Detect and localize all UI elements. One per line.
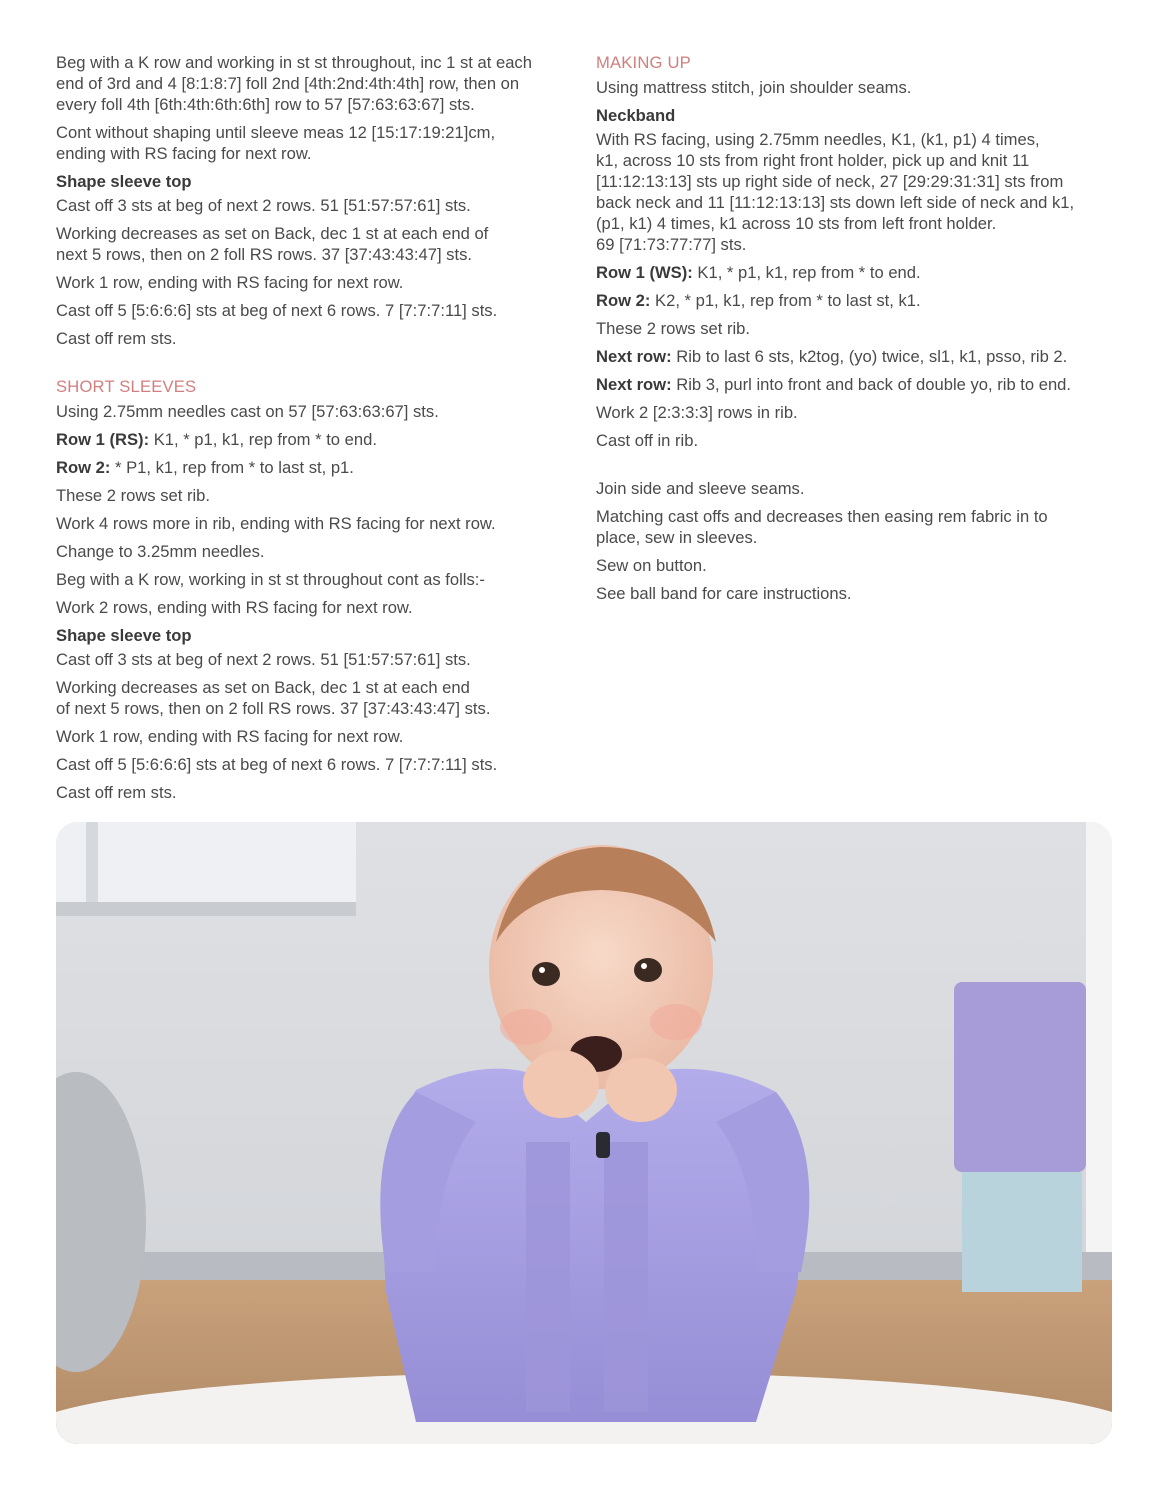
mattress-stitch: Using mattress stitch, join shoulder seams.	[596, 78, 912, 97]
window-sill	[56, 902, 356, 916]
work-1-row: Work 1 row, ending with RS facing for next row.	[56, 273, 404, 292]
ss-shape-sleeve-top-heading: Shape sleeve top	[56, 626, 192, 645]
cast-off-5: Cast off 5 [5:6:6:6] sts at beg of next 6 rows. 7 [7:7:7:11] sts.	[56, 301, 498, 320]
nb-row-2	[596, 290, 1116, 311]
neckband-text: With RS facing, using 2.75mm needles, K1, (k1, p1) 4 times, k1, across 10 sts from right front holder, pick up and knit 11 [11:12:13:13] sts up right side of neck, 27 [29:29:31:31] sts from back neck and 11 [11:12:13:13] sts down left side of neck and k1, (p1, k1) 4 times, k1 across 10 sts from left front holder. 69 [71:73:77:77] sts.	[596, 130, 1075, 254]
window-frame	[86, 822, 98, 912]
left-eye	[532, 962, 560, 986]
sleeve-cont: Cont without shaping until sleeve meas 12 [15:17:19:21]cm, ending with RS facing for next row.	[56, 123, 496, 163]
nb-next-row-2-label: Next row:	[596, 375, 672, 394]
ss-row-1-label: Row 1 (RS):	[56, 430, 150, 449]
nb-next-row-1-text: Rib to last 6 sts, k2tog, (yo) twice, sl1, k1, psso, rib 2.	[671, 347, 1068, 366]
baby-photo	[56, 822, 1112, 1444]
right-column	[596, 52, 1116, 611]
ss-row-2-label: Row 2:	[56, 458, 111, 477]
nb-row-1	[596, 262, 1116, 283]
sew-button: Sew on button.	[596, 556, 707, 575]
nb-row-1-text: K1, * p1, k1, rep from * to end.	[692, 263, 921, 282]
ss-beg: Beg with a K row, working in st st throughout cont as folls:-	[56, 570, 485, 589]
cast-off-3: Cast off 3 sts at beg of next 2 rows. 51 [51:57:57:61] sts.	[56, 196, 471, 215]
right-eye	[634, 958, 662, 982]
nb-row-1-label: Row 1 (WS):	[596, 263, 693, 282]
section-gap	[56, 356, 578, 376]
cast-off-rem: Cast off rem sts.	[56, 329, 177, 348]
nb-next-row-1-label: Next row:	[596, 347, 672, 366]
shape-sleeve-top-heading: Shape sleeve top	[56, 172, 192, 191]
sleeve-intro: Beg with a K row and working in st st throughout, inc 1 st at each end of 3rd and 4 [8:1:8:7] foll 2nd [4th:2nd:4th:4th] row, then on every foll 4th [6th:4th:6th:6th] row to 57 [57:63:63:67] sts.	[56, 53, 532, 114]
left-eye-highlight	[539, 967, 545, 973]
section-gap	[596, 458, 1116, 478]
nb-row-2-label: Row 2:	[596, 291, 651, 310]
nb-next-row-1	[596, 346, 1116, 367]
ss-cast-on: Using 2.75mm needles cast on 57 [57:63:63:67] sts.	[56, 402, 439, 421]
lace-panel-right	[604, 1142, 648, 1412]
cardigan-button	[596, 1132, 610, 1158]
ss-cast-off-rem: Cast off rem sts.	[56, 783, 177, 802]
ss-decreases: Working decreases as set on Back, dec 1 st at each end of next 5 rows, then on 2 foll RS rows. 37 [37:43:43:47] sts.	[56, 678, 491, 718]
ss-work-2: Work 2 rows, ending with RS facing for next row.	[56, 598, 413, 617]
nb-cast-off-rib: Cast off in rib.	[596, 431, 699, 450]
join-seams: Join side and sleeve seams.	[596, 479, 805, 498]
ss-row-2-text: * P1, k1, rep from * to last st, p1.	[110, 458, 354, 477]
nb-work-2-rows: Work 2 [2:3:3:3] rows in rib.	[596, 403, 798, 422]
purple-box	[954, 982, 1086, 1172]
right-hand	[605, 1058, 677, 1122]
short-sleeves-heading: SHORT SLEEVES	[56, 377, 197, 396]
ss-row-2	[56, 457, 578, 478]
decreases: Working decreases as set on Back, dec 1 st at each end of next 5 rows, then on 2 foll RS rows. 37 [37:43:43:47] sts.	[56, 224, 489, 264]
baby-photo-illustration	[56, 822, 1112, 1444]
ss-work-1-row: Work 1 row, ending with RS facing for next row.	[56, 727, 404, 746]
nb-next-row-2	[596, 374, 1116, 395]
right-cheek	[650, 1004, 702, 1040]
ss-row-1	[56, 429, 578, 450]
ss-set-rib: These 2 rows set rib.	[56, 486, 211, 505]
matching: Matching cast offs and decreases then easing rem fabric in to place, sew in sleeves.	[596, 507, 1048, 547]
neckband-heading: Neckband	[596, 106, 676, 125]
ss-cast-off-3: Cast off 3 sts at beg of next 2 rows. 51 [51:57:57:61] sts.	[56, 650, 471, 669]
nb-next-row-2-text: Rib 3, purl into front and back of double yo, rib to end.	[671, 375, 1072, 394]
ss-change-needles: Change to 3.25mm needles.	[56, 542, 265, 561]
ss-cast-off-5: Cast off 5 [5:6:6:6] sts at beg of next 6 rows. 7 [7:7:7:11] sts.	[56, 755, 498, 774]
ss-work-4: Work 4 rows more in rib, ending with RS facing for next row.	[56, 514, 496, 533]
right-eye-highlight	[641, 963, 647, 969]
making-up-heading: MAKING UP	[596, 53, 691, 72]
ss-row-1-text: K1, * p1, k1, rep from * to end.	[149, 430, 377, 449]
window	[56, 822, 356, 912]
nb-row-2-text: K2, * p1, k1, rep from * to last st, k1.	[650, 291, 921, 310]
blue-box	[962, 1172, 1082, 1292]
ball-band: See ball band for care instructions.	[596, 584, 852, 603]
left-cheek	[500, 1009, 552, 1045]
left-hand	[523, 1050, 599, 1118]
lace-panel-left	[526, 1142, 570, 1412]
left-column	[56, 52, 578, 810]
nb-set-rib: These 2 rows set rib.	[596, 319, 751, 338]
